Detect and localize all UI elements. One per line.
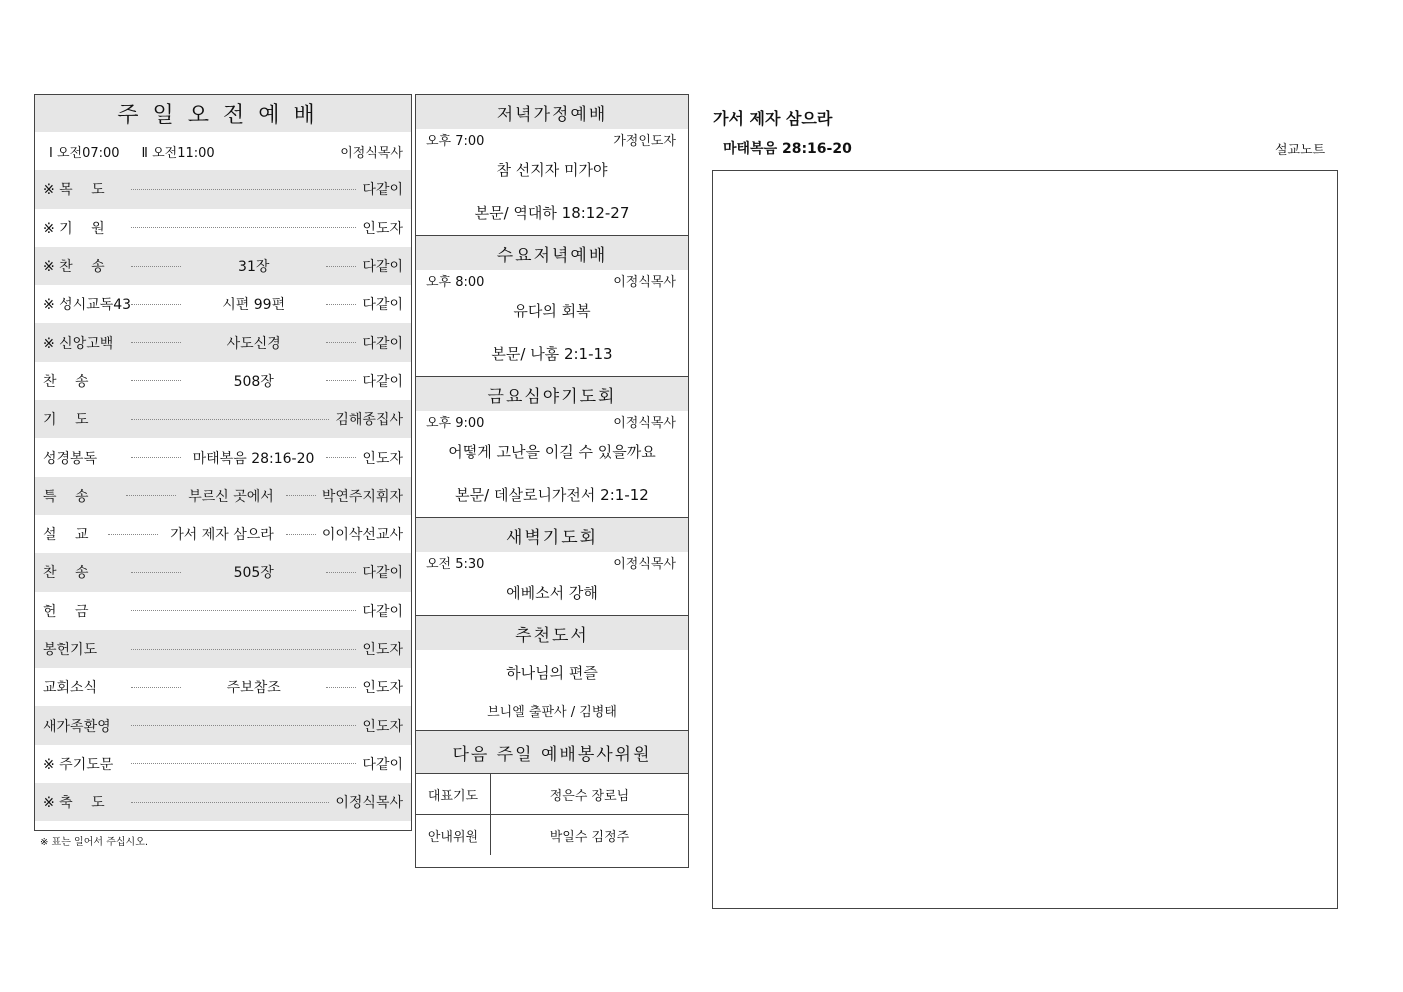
table-row xyxy=(35,477,411,515)
services-panel xyxy=(415,94,689,868)
order-label: 헌 금 xyxy=(43,603,89,620)
order-leader: 이정식목사 xyxy=(335,795,403,812)
section-leader: 가정인도자 xyxy=(613,133,676,149)
footnote: ※ 표는 일어서 주십시오. xyxy=(40,837,149,848)
order-label: 설 교 xyxy=(43,527,89,544)
table-row xyxy=(35,630,411,668)
staff-table xyxy=(416,773,688,855)
order-content xyxy=(125,419,335,420)
order-label: ※ 축 도 xyxy=(43,795,105,812)
table-row xyxy=(35,323,411,361)
order-leader: 김해종집사 xyxy=(335,412,403,429)
order-leader: 박연주지휘자 xyxy=(321,488,403,505)
order-content xyxy=(125,802,335,803)
staff-name: 박일수 김정주 xyxy=(491,815,689,856)
order-leader: 다같이 xyxy=(362,259,403,276)
order-label: 찬 송 xyxy=(43,565,89,582)
table-row xyxy=(35,706,411,744)
staff-title: 다음 주일 예배봉사위원 xyxy=(416,730,688,773)
section-scripture: 본문/ 역대하 18:12-27 xyxy=(474,204,630,222)
other-services xyxy=(416,95,688,603)
order-of-worship xyxy=(35,170,411,821)
order-leader: 다같이 xyxy=(362,565,403,582)
section-time: 오후 8:00 xyxy=(426,274,485,290)
table-row xyxy=(416,774,688,815)
morning-service-title: 주일오전예배 xyxy=(35,95,411,132)
staff-role: 안내위원 xyxy=(416,815,491,856)
order-content xyxy=(125,649,362,650)
order-content: 505장 xyxy=(125,562,362,582)
order-content: 508장 xyxy=(125,371,362,391)
order-content xyxy=(125,227,362,228)
section-scripture: 본문/ 나훔 2:1-13 xyxy=(491,345,613,363)
service-times-row xyxy=(35,132,411,170)
order-content: 시편 99편 xyxy=(125,294,362,314)
section-title: 저녁가정예배 xyxy=(416,95,688,129)
order-label: 성경봉독 xyxy=(43,450,98,467)
section-sermon: 에베소서 강해 xyxy=(506,584,598,602)
order-content: 주보참조 xyxy=(125,677,362,697)
order-leader: 인도자 xyxy=(362,642,403,658)
order-leader: 다같이 xyxy=(362,182,403,199)
sermon-scripture: 마태복음 28:16-20 xyxy=(723,141,852,157)
table-row xyxy=(35,400,411,438)
order-leader: 인도자 xyxy=(362,680,403,697)
table-row xyxy=(35,247,411,285)
section-leader: 이정식목사 xyxy=(613,556,676,572)
order-label: 찬 송 xyxy=(43,373,89,390)
order-leader: 인도자 xyxy=(362,220,403,237)
table-row xyxy=(35,515,411,553)
book-name: 하나님의 편즐 xyxy=(506,664,598,682)
order-label: ※ 주기도문 xyxy=(43,756,114,773)
section-time: 오후 9:00 xyxy=(426,415,485,431)
order-label: 특 송 xyxy=(43,488,89,505)
order-label: ※ 성시교독43 xyxy=(43,297,132,314)
section-title: 새벽기도회 xyxy=(416,517,688,552)
order-leader: 다같이 xyxy=(362,297,403,314)
service-time-2: Ⅱ 오전11:00 xyxy=(141,145,215,161)
table-row xyxy=(35,592,411,630)
order-content xyxy=(125,725,362,726)
section-sermon: 유다의 회복 xyxy=(513,302,591,320)
table-row xyxy=(416,815,688,856)
section-time: 오전 5:30 xyxy=(426,556,485,572)
section-title: 금요심야기도회 xyxy=(416,376,688,411)
service-time-1: Ⅰ 오전07:00 xyxy=(49,145,120,161)
order-content xyxy=(125,763,362,764)
staff-role: 대표기도 xyxy=(416,774,491,815)
order-content: 마태복음 28:16-20 xyxy=(125,448,363,468)
sermon-title: 가서 제자 삼으라 xyxy=(713,109,833,128)
table-row xyxy=(35,362,411,400)
section-meta xyxy=(416,129,688,149)
table-row xyxy=(35,170,411,208)
order-leader: 다같이 xyxy=(362,756,403,773)
table-row xyxy=(35,209,411,247)
section-meta xyxy=(416,552,688,572)
section-scripture: 본문/ 데살로니가전서 2:1-12 xyxy=(455,486,649,504)
section-leader: 이정식목사 xyxy=(613,274,676,290)
table-row xyxy=(35,553,411,591)
order-leader: 다같이 xyxy=(362,335,403,352)
order-leader: 이이삭선교사 xyxy=(321,527,403,544)
table-row xyxy=(35,783,411,821)
order-label: 새가족환영 xyxy=(43,718,111,735)
table-row xyxy=(35,745,411,783)
order-leader: 다같이 xyxy=(362,603,403,620)
order-content: 부르신 곳에서 xyxy=(120,486,322,506)
table-row xyxy=(35,668,411,706)
order-content: 사도신경 xyxy=(125,333,362,353)
section-meta xyxy=(416,411,688,431)
section-sermon: 어떻게 고난을 이길 수 있을까요 xyxy=(448,443,656,461)
section-leader: 이정식목사 xyxy=(613,415,676,431)
morning-service-panel xyxy=(34,94,412,831)
order-content xyxy=(125,610,362,611)
section-time: 오후 7:00 xyxy=(426,133,485,149)
order-content: 가서 제자 삼으라 xyxy=(102,524,322,544)
order-leader: 인도자 xyxy=(362,450,403,467)
notes-label: 설교노트 xyxy=(1275,143,1326,158)
order-label: ※ 목 도 xyxy=(43,182,105,199)
order-label: 교회소식 xyxy=(43,680,98,697)
staff-name: 정은수 장로님 xyxy=(491,774,689,815)
order-label: ※ 찬 송 xyxy=(43,259,105,276)
section-sermon: 참 선지자 미가야 xyxy=(496,161,608,179)
order-content xyxy=(125,189,362,190)
order-leader: 다같이 xyxy=(362,373,403,390)
order-label: ※ 기 원 xyxy=(43,220,105,237)
table-row xyxy=(35,285,411,323)
book-title: 추천도서 xyxy=(416,615,688,650)
section-meta xyxy=(416,270,688,290)
table-row xyxy=(35,438,411,476)
order-label: 봉헌기도 xyxy=(43,642,98,658)
sermon-notes-box[interactable] xyxy=(712,170,1338,909)
order-content: 31장 xyxy=(125,256,362,276)
order-label: ※ 신앙고백 xyxy=(43,335,114,352)
service-leader: 이정식목사 xyxy=(340,145,403,161)
order-label: 기 도 xyxy=(43,412,89,429)
section-title: 수요저녁예배 xyxy=(416,235,688,270)
book-info: 브니엘 출판사 / 김병태 xyxy=(487,705,617,720)
order-leader: 인도자 xyxy=(362,718,403,735)
